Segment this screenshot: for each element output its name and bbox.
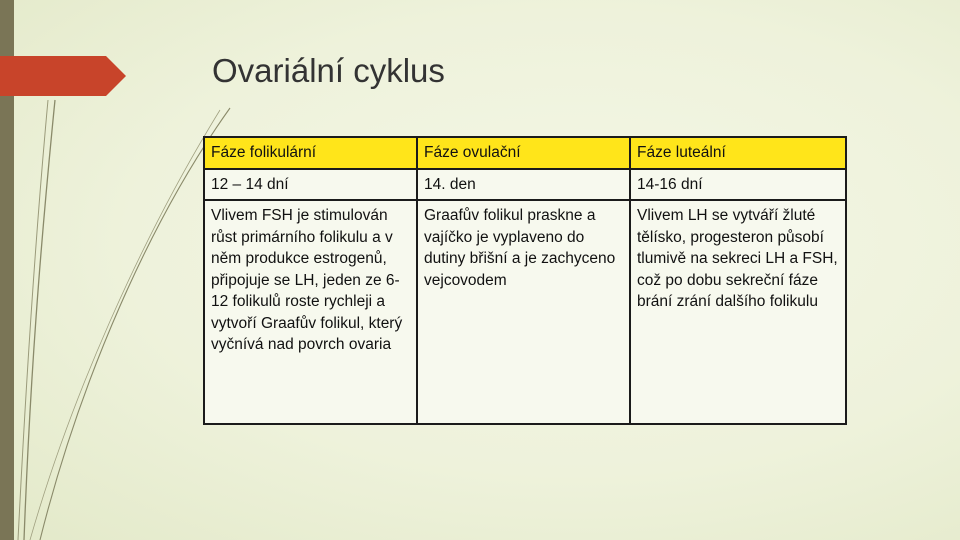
slide-title: Ovariální cyklus	[212, 52, 445, 89]
day-cell-ovulatory: 14. den	[417, 169, 630, 201]
accent-arrow	[0, 56, 126, 96]
table-header-row	[204, 137, 846, 169]
description-cell-luteal: Vlivem LH se vytváří žluté tělísko, progesteron působí tlumivě na sekreci LH a FSH, což po dobu sekreční fáze brání zrání dalšího folikulu	[630, 200, 846, 424]
table-row	[204, 169, 846, 201]
header-cell-follicular: Fáze folikulární	[204, 137, 417, 169]
description-cell-ovulatory: Graafův folikul praskne a vajíčko je vyplaveno do dutiny břišní a je zachyceno vejcovodem	[417, 200, 630, 424]
header-cell-luteal: Fáze luteální	[630, 137, 846, 169]
table-row	[204, 200, 846, 424]
ovarian-cycle-table	[203, 136, 847, 425]
description-cell-follicular: Vlivem FSH je stimulován růst primárního folikulu a v něm produkce estrogenů, připojuje se LH, jeden ze 6-12 folikulů roste rychleji a vytvoří Graafův folikul, který vyčnívá nad povrch ovaria	[204, 200, 417, 424]
day-cell-follicular: 12 – 14 dní	[204, 169, 417, 201]
day-cell-luteal: 14-16 dní	[630, 169, 846, 201]
header-cell-ovulatory: Fáze ovulační	[417, 137, 630, 169]
